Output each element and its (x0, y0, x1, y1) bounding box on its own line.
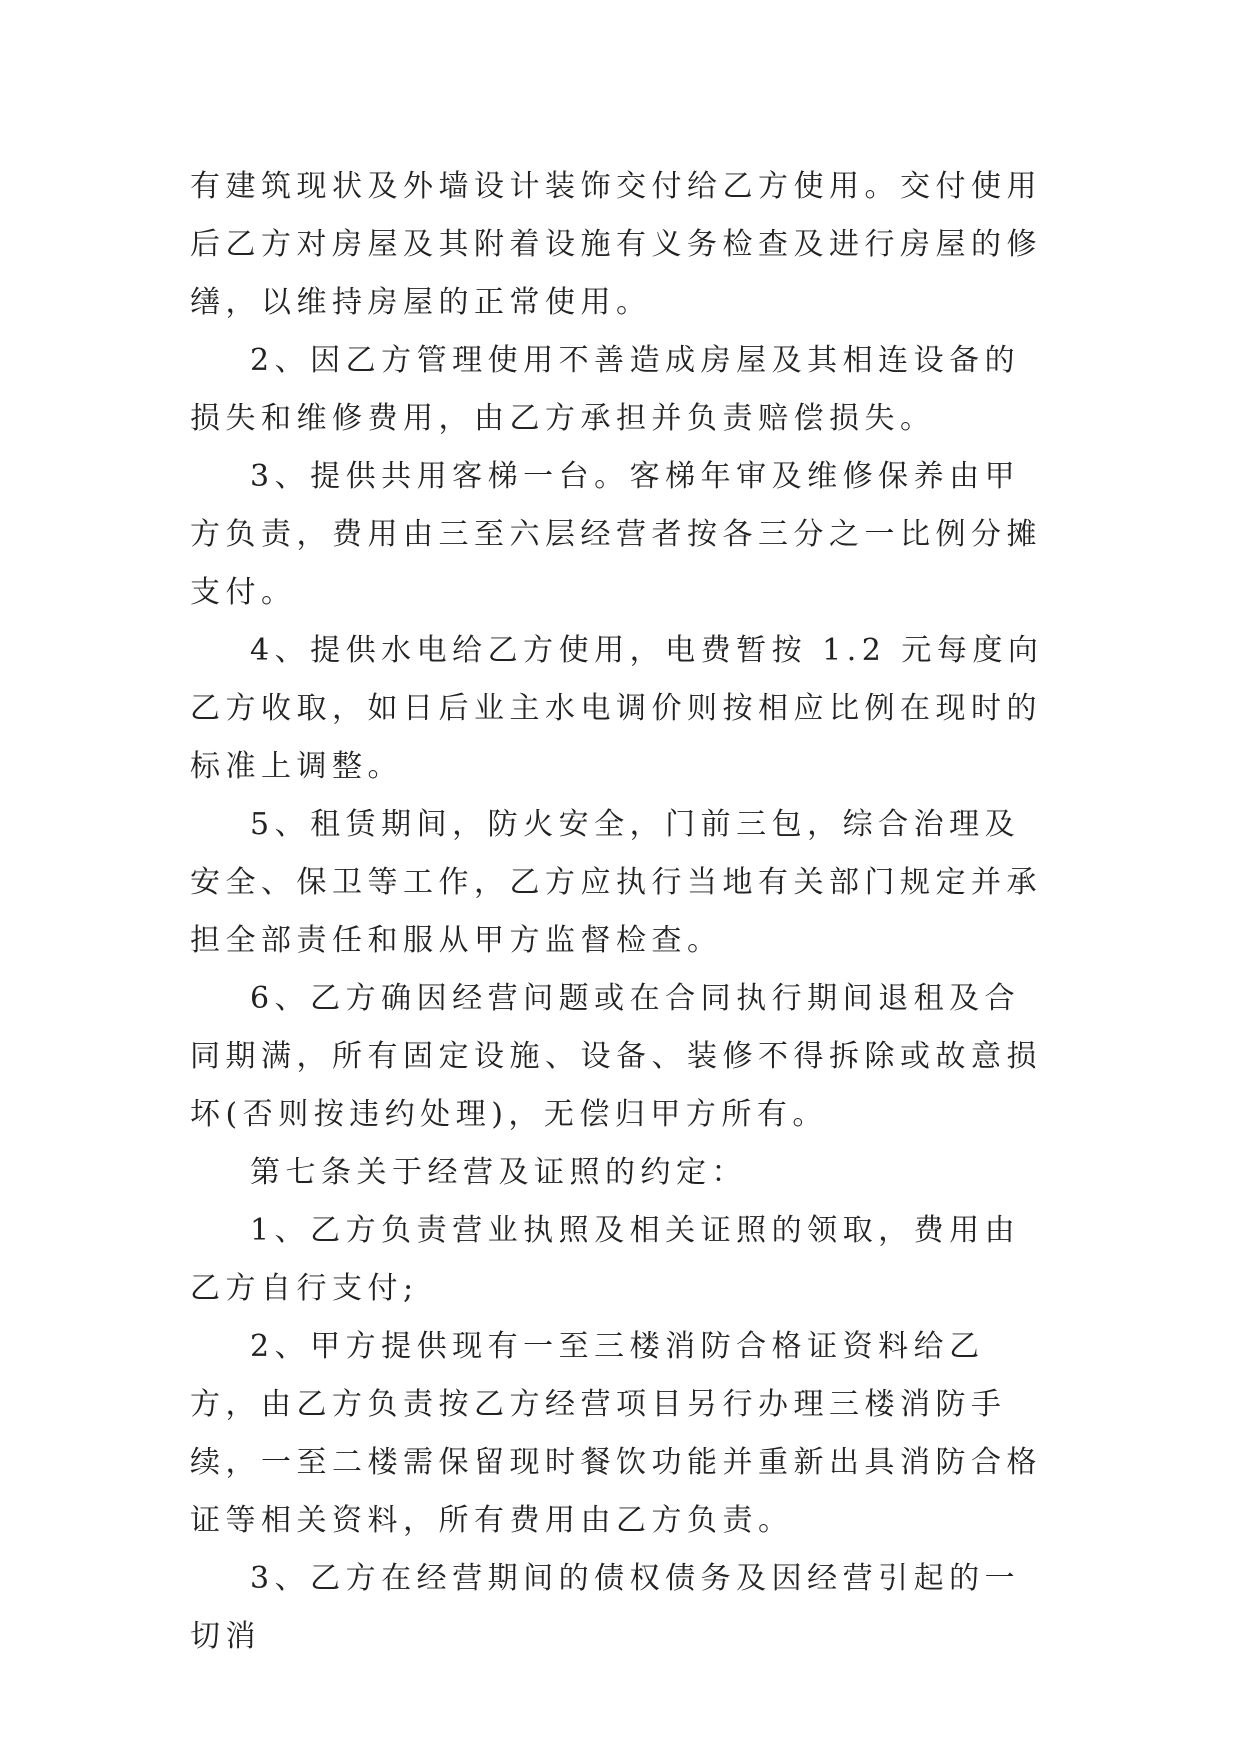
paragraph-article-7-clause-2: 2、甲方提供现有一至三楼消防合格证资料给乙方，由乙方负责按乙方经营项目另行办理三楼消防手续，一至二楼需保留现时餐饮功能并重新出具消防合格证等相关资料，所有费用由乙方负责。 (190, 1329, 1042, 1538)
document-body (190, 158, 1050, 1666)
paragraph-continuation: 有建筑现状及外墙设计装饰交付给乙方使用。交付使用后乙方对房屋及其附着设施有义务检查及进行房屋的修缮，以维持房屋的正常使用。 (190, 169, 1042, 320)
paragraph-clause-5: 5、租赁期间，防火安全，门前三包，综合治理及安全、保卫等工作，乙方应执行当地有关部门规定并承担全部责任和服从甲方监督检查。 (190, 807, 1042, 958)
paragraph-clause-3: 3、提供共用客梯一台。客梯年审及维修保养由甲方负责，费用由三至六层经营者按各三分之一比例分摊支付。 (190, 459, 1042, 610)
paragraph-clause-6: 6、乙方确因经营问题或在合同执行期间退租及合同期满，所有固定设施、设备、装修不得拆除或故意损坏(否则按违约处理)，无偿归甲方所有。 (190, 981, 1042, 1132)
paragraph-article-7-clause-1: 1、乙方负责营业执照及相关证照的领取，费用由乙方自行支付; (190, 1213, 1021, 1306)
paragraph-clause-4: 4、提供水电给乙方使用，电费暂按 1.2 元每度向乙方收取，如日后业主水电调价则按相应比例在现时的标准上调整。 (190, 633, 1044, 784)
paragraph-clause-2: 2、因乙方管理使用不善造成房屋及其相连设备的损失和维修费用，由乙方承担并负责赔偿损失。 (190, 343, 1021, 436)
paragraph-article-7-clause-3: 3、乙方在经营期间的债权债务及因经营引起的一切消 (190, 1561, 1021, 1654)
section-heading-article-7: 第七条关于经营及证照的约定： (250, 1155, 747, 1190)
